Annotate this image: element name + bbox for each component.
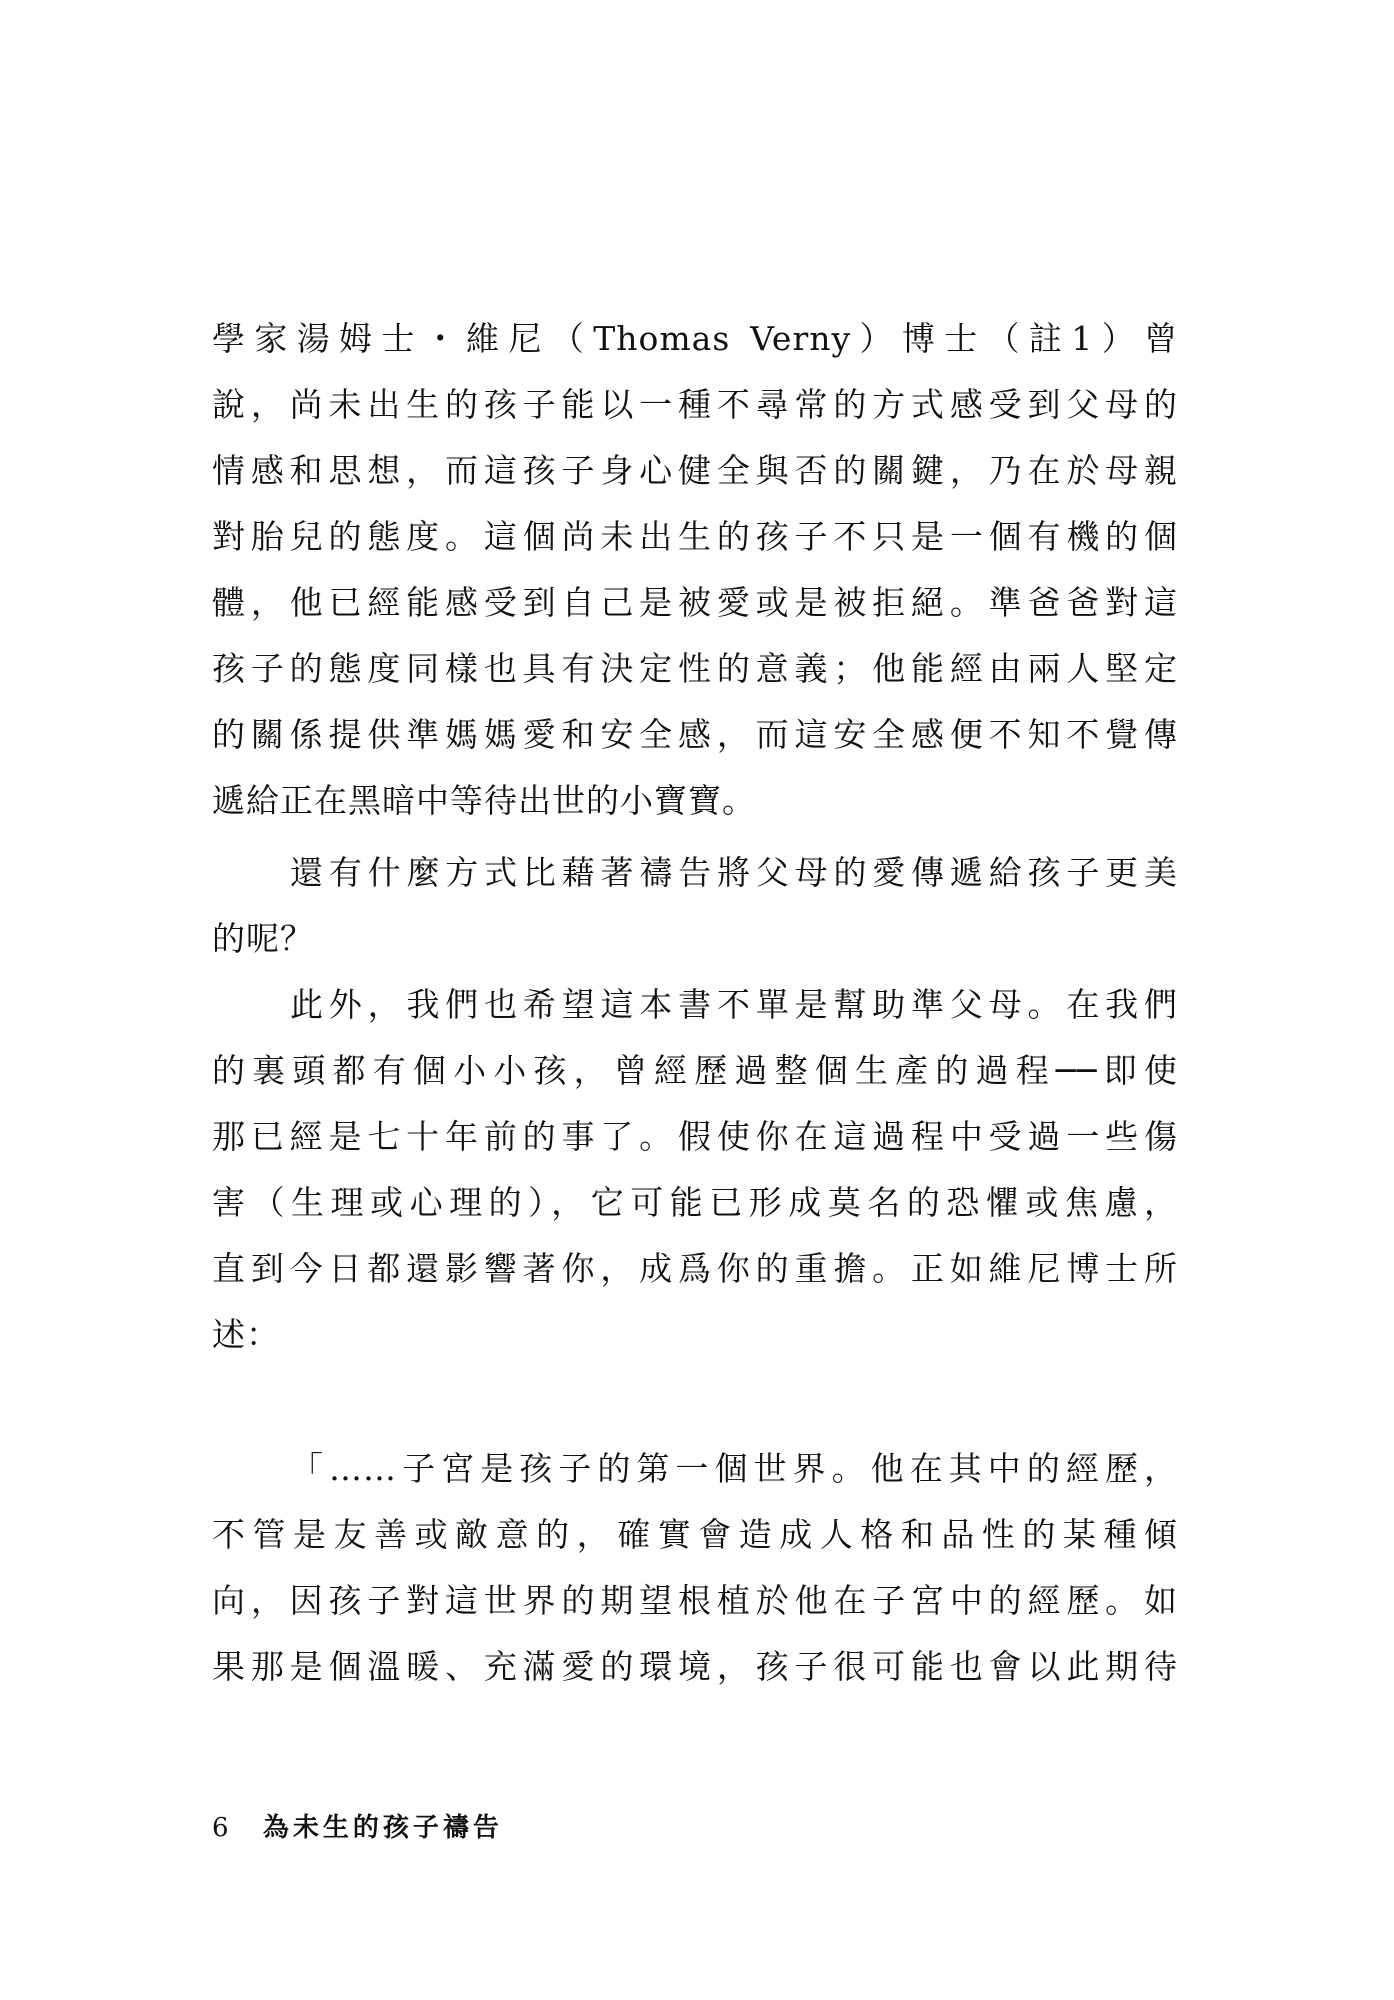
- text-line: 學家湯姆士・維尼（Thomas Verny）博士（註1）曾: [212, 319, 1178, 358]
- text-line: 果那是個溫暖、充滿愛的環境，孩子很可能也會以此期待: [212, 1647, 1178, 1686]
- text-line: 述：: [212, 1315, 280, 1354]
- block-quote: [212, 1436, 1178, 1700]
- text-line: 此外，我們也希望這本書不單是幫助準父母。在我們: [290, 985, 1178, 1024]
- text-line: 的裏頭都有個小小孩，曾經歷過整個生產的過程──即使: [212, 1051, 1178, 1090]
- text-line: 那已經是七十年前的事了。假使你在這過程中受過一些傷: [212, 1117, 1178, 1156]
- page-footer: [212, 1808, 503, 1848]
- text-line: 害（生理或心理的），它可能已形成莫名的恐懼或焦慮，: [212, 1183, 1178, 1222]
- paragraph-prayer-question: [212, 840, 1178, 972]
- text-line: 說，尚未出生的孩子能以一種不尋常的方式感受到父母的: [212, 385, 1178, 424]
- text-line: 「……子宮是孩子的第一個世界。他在其中的經歷，: [290, 1449, 1178, 1488]
- text-line: 對胎兒的態度。這個尚未出生的孩子不只是一個有機的個: [212, 517, 1178, 556]
- text-line: 向，因孩子對這世界的期望根植於他在子宮中的經歷。如: [212, 1581, 1178, 1620]
- text-line: 不管是友善或敵意的，確實會造成人格和品性的某種傾: [212, 1515, 1178, 1554]
- text-line: 體，他已經能感受到自己是被愛或是被拒絕。準爸爸對這: [212, 583, 1178, 622]
- paragraph-inner-child: [212, 972, 1178, 1368]
- text-line: 直到今日都還影響著你，成爲你的重擔。正如維尼博士所: [212, 1249, 1178, 1288]
- text-line: 還有什麼方式比藉著禱告將父母的愛傳遞給孩子更美: [290, 853, 1178, 892]
- text-line: 的關係提供準媽媽愛和安全感，而這安全感便不知不覺傳: [212, 715, 1178, 754]
- page-number: 6: [212, 1813, 229, 1843]
- text-line: 情感和思想，而這孩子身心健全與否的關鍵，乃在於母親: [212, 451, 1178, 490]
- text-line: 遞給正在黑暗中等待出世的小寶寶。: [212, 781, 756, 820]
- text-line: 孩子的態度同樣也具有決定性的意義；他能經由兩人堅定: [212, 649, 1178, 688]
- text-line: 的呢？: [212, 919, 314, 958]
- paragraph-verny-intro: [212, 306, 1178, 834]
- running-title: 為未生的孩子禱告: [262, 1813, 503, 1843]
